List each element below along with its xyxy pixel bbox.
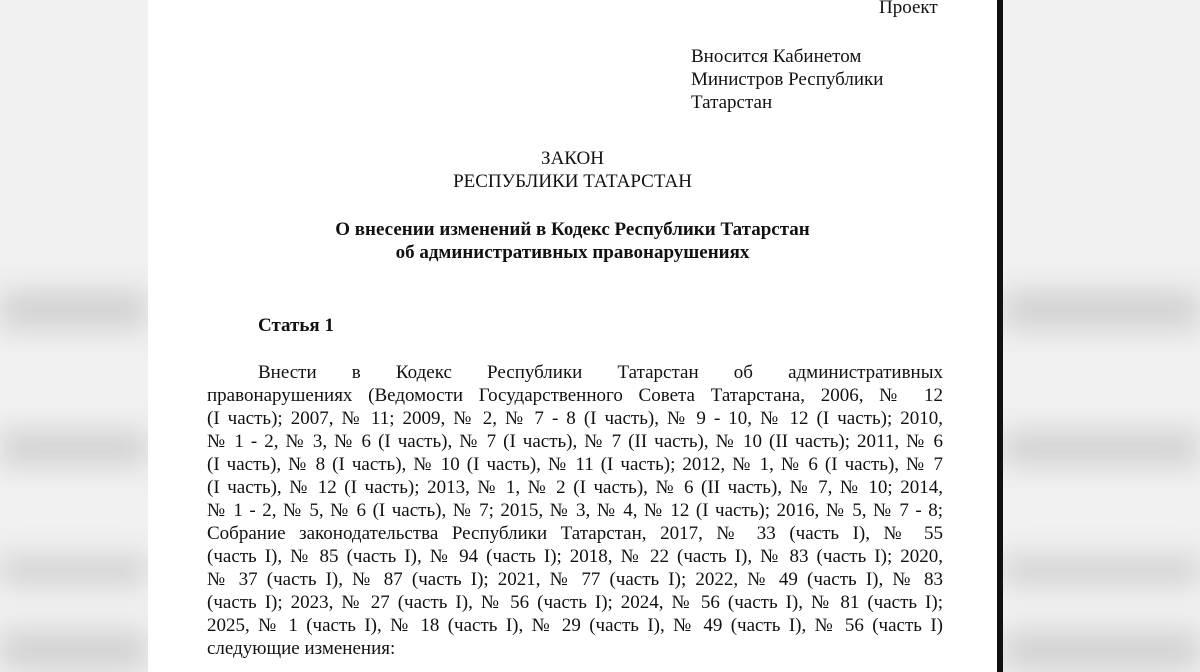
article-heading: Статья 1 (258, 315, 334, 336)
law-title: ЗАКОН (541, 148, 604, 169)
article-text-line: (I часть); 2007, № 11; 2009, № 2, № 7 - 8 (I часть), № 9 - 10, № 12 (I часть); 2010, (207, 408, 943, 429)
article-text-line: (I часть), № 12 (I часть); 2013, № 1, № 2 (I часть), № 6 (II часть), № 7, № 10; 2014, (207, 477, 943, 498)
article-text-line: Собрание законодательства Республики Татарстан, 2017, № 33 (часть I), № 55 (207, 523, 943, 544)
article-text-line: следующие изменения: (207, 638, 396, 659)
article-text-line: правонарушениях (Ведомости Государственного Совета Татарстана, 2006, № 12 (207, 385, 943, 406)
article-text-line: (часть I), № 85 (часть I), № 94 (часть I); 2018, № 22 (часть I), № 83 (часть I); 2020, (207, 546, 943, 567)
law-title-republic: РЕСПУБЛИКИ ТАТАРСТАН (453, 171, 692, 192)
article-text-line: (часть I); 2023, № 27 (часть I), № 56 (часть I); 2024, № 56 (часть I), № 81 (часть I); (207, 592, 943, 613)
right-background-blur (1003, 0, 1200, 672)
introduced-by-line-2: Министров Республики (691, 69, 884, 90)
document-page (148, 0, 997, 672)
article-text-line: Внести в Кодекс Республики Татарстан об административных (258, 362, 943, 383)
left-background-blur (0, 0, 148, 672)
introduced-by-line-3: Татарстан (691, 92, 773, 113)
article-text-line: (I часть), № 8 (I часть), № 10 (I часть), № 11 (I часть); 2012, № 1, № 6 (I часть), № 7 (207, 454, 943, 475)
project-stamp: Проект (879, 0, 938, 18)
law-subject-line-2: об административных правонарушениях (395, 242, 750, 263)
introduced-by-line-1: Вносится Кабинетом (691, 46, 862, 67)
article-text-line: № 37 (часть I), № 87 (часть I); 2021, № 77 (часть I); 2022, № 49 (часть I), № 83 (207, 569, 943, 590)
law-subject-line-1: О внесении изменений в Кодекс Республики Татарстан (335, 219, 810, 240)
page-right-edge (997, 0, 1003, 672)
article-text-line: № 1 - 2, № 5, № 6 (I часть), № 7; 2015, № 3, № 4, № 12 (I часть); 2016, № 5, № 7 - 8; (207, 500, 943, 521)
article-text-line: 2025, № 1 (часть I), № 18 (часть I), № 29 (часть I), № 49 (часть I), № 56 (часть I) (207, 615, 943, 636)
article-text-line: № 1 - 2, № 3, № 6 (I часть), № 7 (I часть), № 7 (II часть), № 10 (II часть); 2011, № 6 (207, 431, 943, 452)
